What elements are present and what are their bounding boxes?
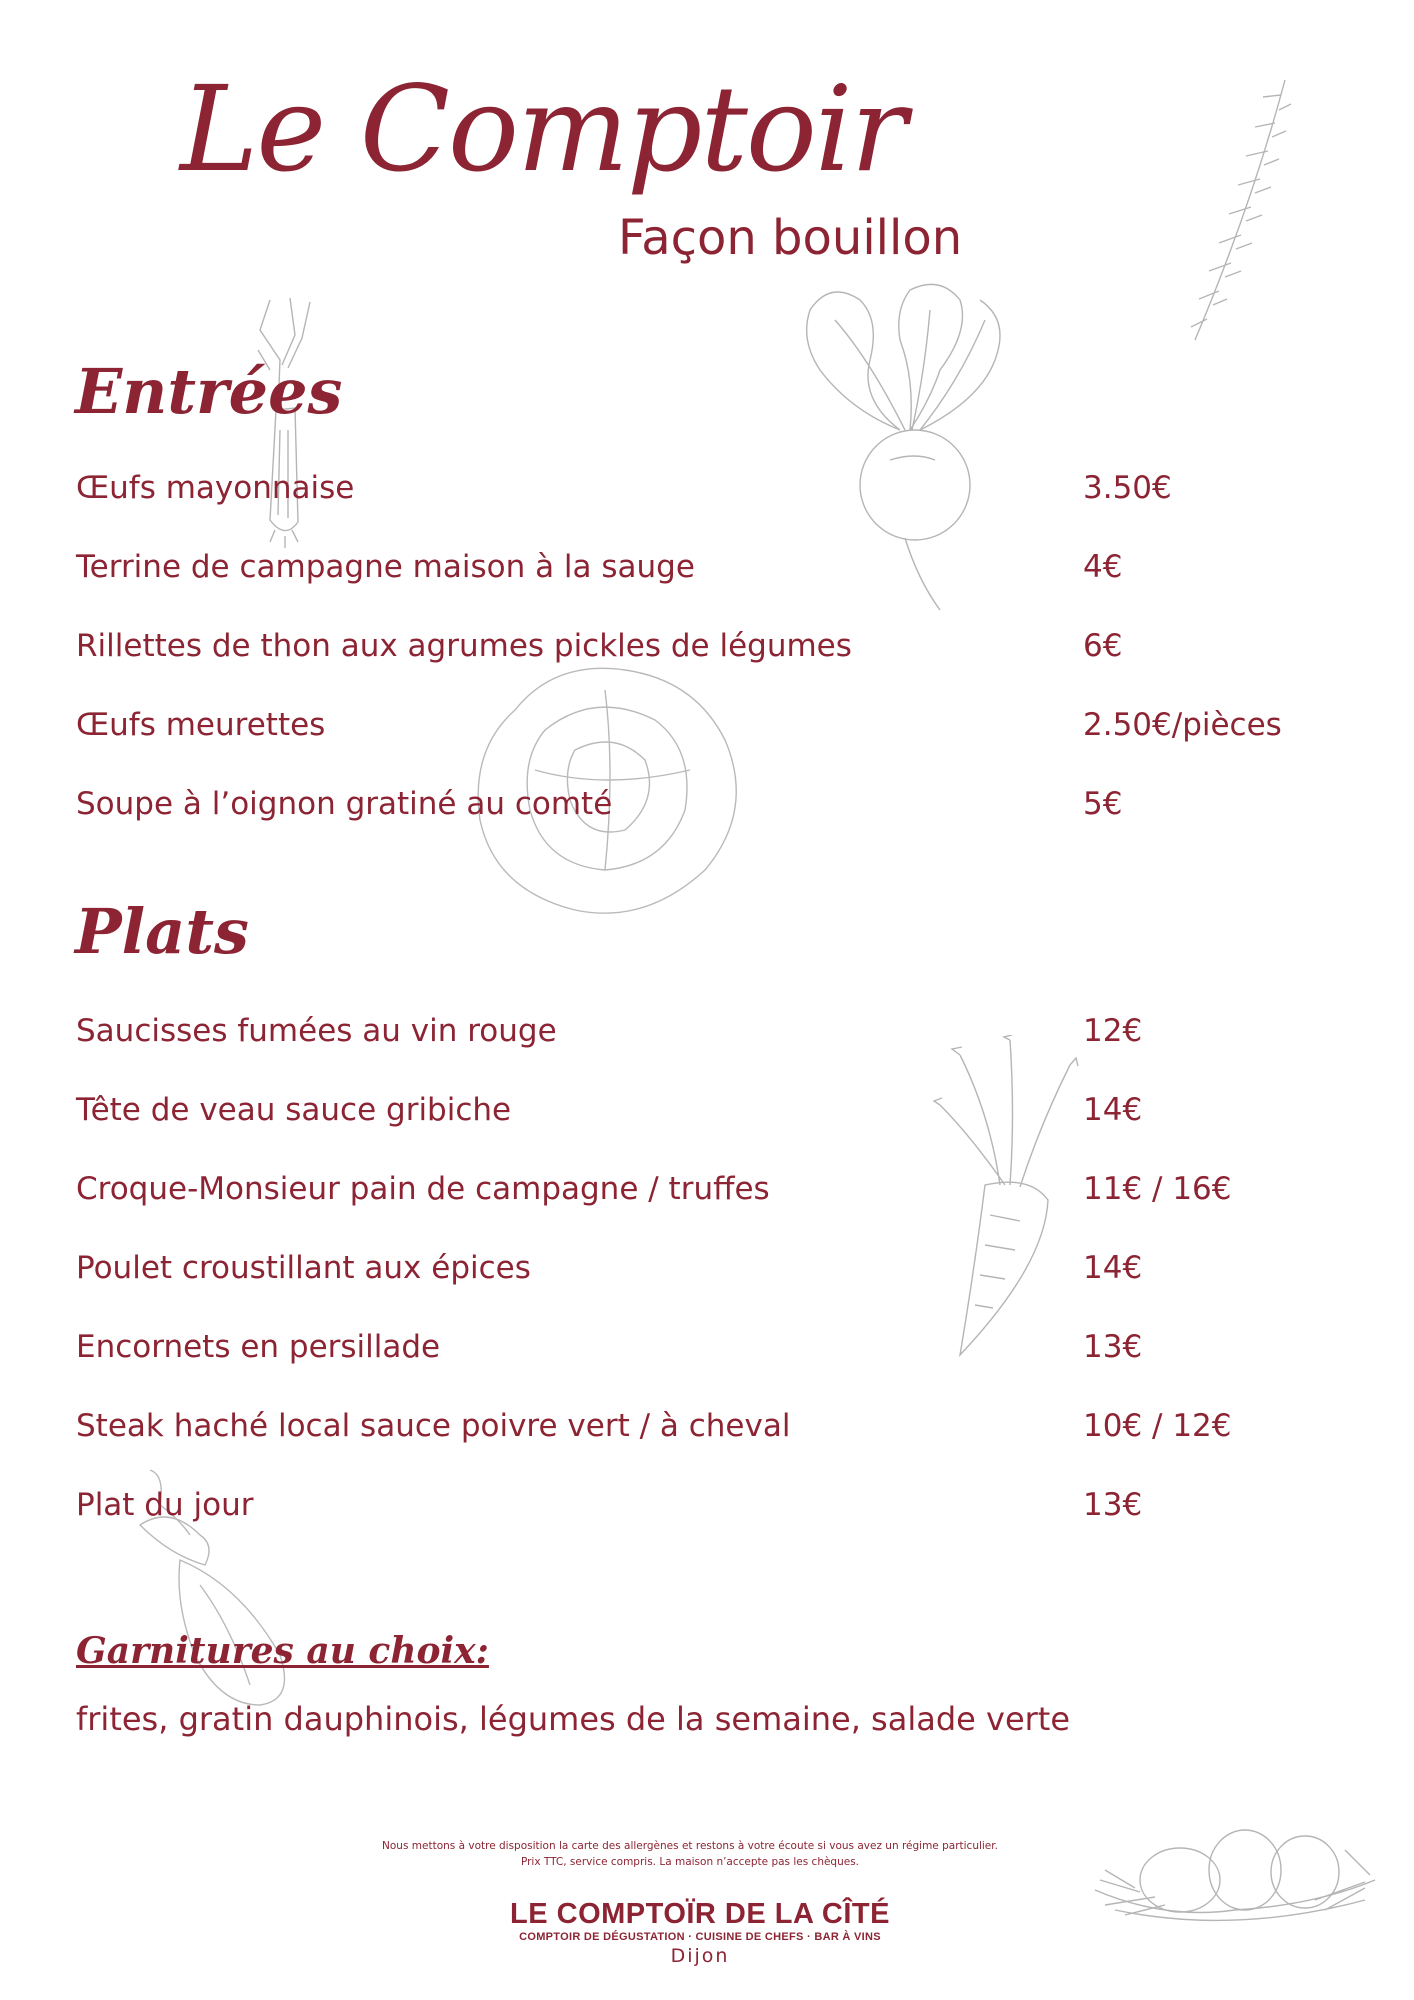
item-price: 3.50€ bbox=[1083, 470, 1172, 506]
menu-item bbox=[76, 470, 1336, 549]
menu-item bbox=[76, 1329, 1336, 1408]
footnote bbox=[330, 1838, 1050, 1870]
item-name: Croque-Monsieur pain de campagne / truffes bbox=[76, 1171, 770, 1207]
garnitures-text: frites, gratin dauphinois, légumes de la semaine, salade verte bbox=[76, 1700, 1071, 1738]
item-price: 13€ bbox=[1083, 1329, 1143, 1365]
garnitures-title: Garnitures au choix: bbox=[76, 1630, 489, 1672]
item-price: 14€ bbox=[1083, 1250, 1143, 1286]
menu-item bbox=[76, 786, 1336, 865]
item-name: Poulet croustillant aux épices bbox=[76, 1250, 531, 1286]
footnote-prices: Prix TTC, service compris. La maison n’accepte pas les chèques. bbox=[520, 1856, 860, 1868]
brand-name: LE COMPTOÏR DE LA CÎTÉ bbox=[510, 1898, 890, 1930]
item-name: Soupe à l’oignon gratiné au comté bbox=[76, 786, 613, 822]
menu-item bbox=[76, 1408, 1336, 1487]
entrees-list bbox=[76, 470, 1336, 865]
item-name: Encornets en persillade bbox=[76, 1329, 441, 1365]
item-name: Rillettes de thon aux agrumes pickles de légumes bbox=[76, 628, 852, 664]
menu-item bbox=[76, 707, 1336, 786]
item-name: Saucisses fumées au vin rouge bbox=[76, 1013, 557, 1049]
item-price: 6€ bbox=[1083, 628, 1123, 664]
menu-item bbox=[76, 1171, 1336, 1250]
section-title-entrees: Entrées bbox=[75, 355, 343, 428]
item-price: 2.50€/pièces bbox=[1083, 707, 1282, 743]
item-price: 14€ bbox=[1083, 1092, 1143, 1128]
brand-logo bbox=[430, 1898, 970, 1967]
menu-item bbox=[76, 1013, 1336, 1092]
restaurant-subtitle: Façon bouillon bbox=[618, 210, 963, 266]
item-name: Plat du jour bbox=[76, 1487, 254, 1523]
item-price: 10€ / 12€ bbox=[1083, 1408, 1232, 1444]
plats-list bbox=[76, 1013, 1336, 1566]
item-price: 11€ / 16€ bbox=[1083, 1171, 1232, 1207]
menu-item bbox=[76, 1487, 1336, 1566]
item-name: Steak haché local sauce poivre vert / à cheval bbox=[76, 1408, 791, 1444]
item-price: 4€ bbox=[1083, 549, 1123, 585]
menu-item bbox=[76, 549, 1336, 628]
restaurant-title: Le Comptoir bbox=[180, 60, 906, 198]
item-price: 5€ bbox=[1083, 786, 1123, 822]
item-price: 12€ bbox=[1083, 1013, 1143, 1049]
item-name: Œufs meurettes bbox=[76, 707, 326, 743]
footnote-allergens: Nous mettons à votre disposition la carte des allergènes et restons à votre écoute si vous avez un régime particulier. bbox=[382, 1840, 998, 1852]
item-name: Tête de veau sauce gribiche bbox=[76, 1092, 512, 1128]
section-title-plats: Plats bbox=[75, 895, 249, 968]
eggs-in-nest-icon bbox=[1085, 1810, 1385, 1930]
menu-item bbox=[76, 1092, 1336, 1171]
menu-item bbox=[76, 1250, 1336, 1329]
brand-tagline: COMPTOIR DE DÉGUSTATION · CUISINE DE CHEFS · BAR À VINS bbox=[519, 1931, 881, 1943]
menu-item bbox=[76, 628, 1336, 707]
item-name: Œufs mayonnaise bbox=[76, 470, 355, 506]
rosemary-icon bbox=[1185, 75, 1295, 345]
item-name: Terrine de campagne maison à la sauge bbox=[76, 549, 695, 585]
brand-city: Dijon bbox=[670, 1945, 730, 1967]
item-price: 13€ bbox=[1083, 1487, 1143, 1523]
